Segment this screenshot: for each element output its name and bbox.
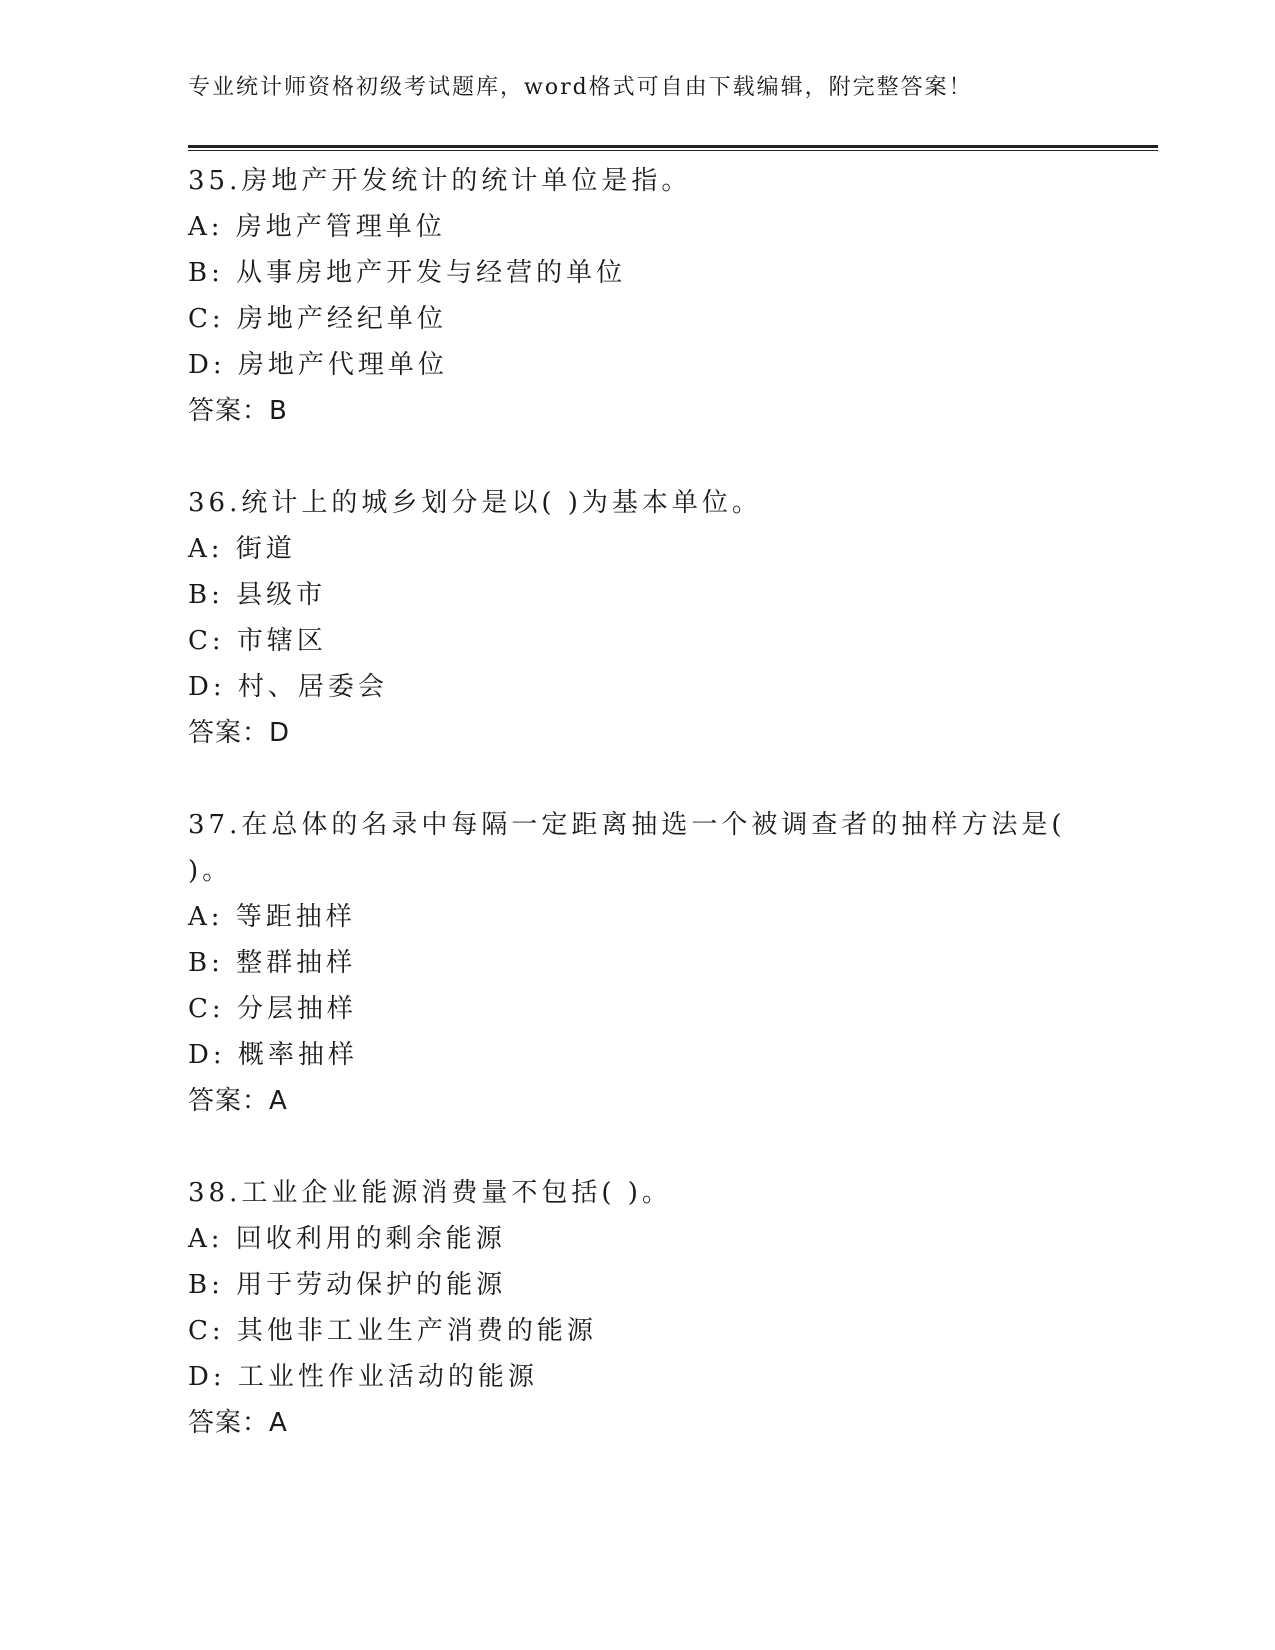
option-c: C: 市辖区 (188, 626, 327, 656)
option-d: D: 概率抽样 (188, 1040, 358, 1070)
option-c: C: 分层抽样 (188, 994, 357, 1024)
option-d: D: 工业性作业活动的能源 (188, 1362, 538, 1392)
answer-line: 答案：D (188, 718, 291, 748)
option-b: B: 从事房地产开发与经营的单位 (188, 258, 627, 288)
question-37 (188, 802, 1068, 1124)
question-list (188, 158, 1068, 1492)
page-header: 专业统计师资格初级考试题库，word格式可自由下载编辑，附完整答案！ (188, 75, 973, 100)
option-a: A: 街道 (188, 534, 296, 564)
answer-line: 答案：A (188, 1086, 288, 1116)
option-d: D: 村、居委会 (188, 672, 388, 702)
option-b: B: 用于劳动保护的能源 (188, 1270, 507, 1300)
answer-line: 答案：A (188, 1408, 288, 1438)
question-stem: 37.在总体的名录中每隔一定距离抽选一个被调查者的抽样方法是( (188, 810, 1066, 840)
header-divider (188, 145, 1158, 151)
question-38 (188, 1170, 1068, 1446)
option-c: C: 其他非工业生产消费的能源 (188, 1316, 597, 1346)
question-stem: 38.工业企业能源消费量不包括( )。 (188, 1178, 672, 1208)
option-a: A: 回收利用的剩余能源 (188, 1224, 506, 1254)
option-a: A: 房地产管理单位 (188, 212, 446, 242)
option-c: C: 房地产经纪单位 (188, 304, 447, 334)
question-stem: 35.房地产开发统计的统计单位是指。 (188, 166, 692, 196)
option-a: A: 等距抽样 (188, 902, 356, 932)
question-stem: 36.统计上的城乡划分是以( )为基本单位。 (188, 488, 762, 518)
option-d: D: 房地产代理单位 (188, 350, 448, 380)
option-b: B: 县级市 (188, 580, 327, 610)
question-36 (188, 480, 1068, 756)
answer-line: 答案：B (188, 396, 288, 426)
question-stem-continued: )。 (188, 856, 233, 886)
option-b: B: 整群抽样 (188, 948, 357, 978)
question-35 (188, 158, 1068, 434)
